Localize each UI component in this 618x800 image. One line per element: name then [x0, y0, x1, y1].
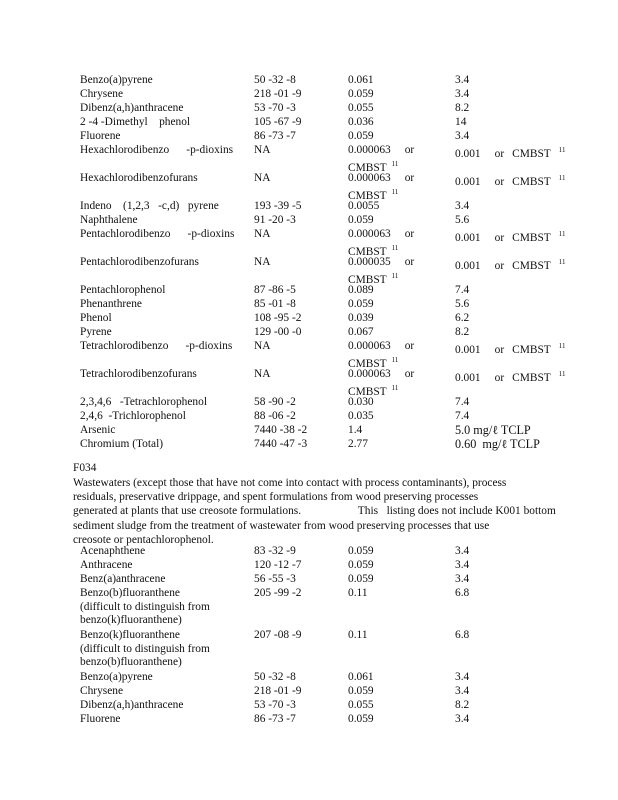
nonwastewater-standard [455, 713, 469, 727]
nonwastewater-value: 3.4 [455, 74, 470, 86]
cas-number: NA [254, 144, 271, 156]
nonwastewater-standard [455, 88, 469, 102]
wastewater-value: 0.035 [348, 410, 374, 422]
nonwastewater-value: 8.2 [455, 102, 470, 114]
cas-number: 193 -39 -5 [254, 200, 302, 212]
footnote-ref: 11 [558, 174, 566, 182]
description-line: creosote or pentachlorophenol. [73, 533, 214, 546]
wastewater-value: 2.77 [348, 438, 368, 450]
cas-number: 50 -32 -8 [254, 671, 296, 683]
value: 0.001 [455, 372, 481, 384]
wastewater-standard [348, 587, 368, 601]
constituent-name: Fluorene [80, 713, 121, 725]
nonwastewater-standard [455, 284, 469, 298]
constituent-name: Benz(a)anthracene [80, 573, 166, 585]
cas-number: 86 -73 -7 [254, 130, 296, 142]
footnote-ref: 11 [558, 230, 566, 238]
wastewater-standard [348, 256, 414, 287]
nonwastewater-value: 3.4 [455, 545, 470, 557]
footnote-ref: 11 [558, 146, 566, 154]
nonwastewater-value: 5.0 mg/ℓ TCLP [455, 423, 531, 437]
or-label: or [494, 232, 505, 244]
nonwastewater-standard [455, 312, 469, 326]
cmbst-text: CMBST [512, 176, 551, 188]
constituent-name: Indeno (1,2,3 -c,d) pyrene [80, 200, 219, 212]
nonwastewater-value: 5.6 [455, 298, 470, 310]
wastewater-standard [348, 629, 368, 643]
wastewater-standard [348, 88, 374, 102]
nonwastewater-value: 6.8 [455, 587, 470, 599]
nonwastewater-value: 6.8 [455, 629, 470, 641]
nonwastewater-standard [455, 144, 566, 162]
footnote-ref: 11 [391, 159, 399, 168]
wastewater-value: 0.030 [348, 396, 374, 408]
wastewater-standard [348, 74, 374, 88]
constituent-name: Dibenz(a,h)anthracene [80, 102, 184, 114]
constituent-name: Hexachlorodibenzo -p-dioxins [80, 144, 234, 156]
nonwastewater-standard [455, 545, 469, 559]
waste-description [73, 476, 556, 547]
cmbst-text: CMBST [348, 385, 387, 398]
constituent-name: Phenanthrene [80, 298, 142, 310]
or-label: or [404, 172, 415, 184]
constituent-name: Benzo(b)fluoranthene (difficult to distinguish from benzo(k)fluoranthene) [80, 587, 210, 627]
nonwastewater-value: 8.2 [455, 326, 470, 338]
nonwastewater-standard [455, 326, 469, 340]
wastewater-standard [348, 559, 374, 573]
nonwastewater-value: 6.2 [455, 312, 470, 324]
cas-number: 85 -01 -8 [254, 298, 296, 310]
wastewater-value [348, 144, 414, 158]
wastewater-standard [348, 685, 374, 699]
cas-number: 129 -00 -0 [254, 326, 302, 338]
nonwastewater-standard [455, 438, 540, 453]
wastewater-value: 0.039 [348, 312, 374, 324]
or-label: or [404, 340, 415, 352]
value: 0.000063 [348, 228, 391, 240]
constituent-name: Pentachlorodibenzo -p-dioxins [80, 228, 235, 240]
wastewater-standard [348, 214, 374, 228]
constituent-name: Phenol [80, 312, 112, 324]
wastewater-standard [348, 410, 374, 424]
cas-number: 53 -70 -3 [254, 102, 296, 114]
value: 0.001 [455, 176, 481, 188]
wastewater-value: 0.11 [348, 629, 368, 641]
description-line: sediment sludge from the treatment of wastewater from wood preserving processes that use [73, 519, 490, 532]
cas-number: 218 -01 -9 [254, 88, 302, 100]
cmbst-text: CMBST [348, 161, 387, 174]
wastewater-value: 0.067 [348, 326, 374, 338]
wastewater-value: 0.059 [348, 88, 374, 100]
wastewater-standard [348, 368, 414, 399]
value: 0.001 [455, 148, 481, 160]
wastewater-standard [348, 438, 368, 452]
nonwastewater-standard [455, 256, 566, 274]
wastewater-value: 0.059 [348, 685, 374, 697]
cas-number: 7440 -38 -2 [254, 424, 308, 436]
constituent-name: Pentachlorophenol [80, 284, 166, 296]
or-label: or [494, 148, 505, 160]
wastewater-value: 0.059 [348, 559, 374, 571]
value: 0.000035 [348, 256, 391, 268]
constituent-name: Pentachlorodibenzofurans [80, 256, 199, 268]
nonwastewater-standard [455, 228, 566, 246]
wastewater-value [348, 368, 414, 382]
nonwastewater-value: 3.4 [455, 573, 470, 585]
footnote-ref: 11 [558, 370, 566, 378]
constituent-name: Acenaphthene [80, 545, 146, 557]
cas-number: 105 -67 -9 [254, 116, 302, 128]
description-line: residuals, preservative drippage, and spent formulations from wood preserving processes [73, 491, 479, 504]
nonwastewater-value: 14 [455, 116, 467, 128]
constituent-name: Fluorene [80, 130, 121, 142]
constituent-name: Chromium (Total) [80, 438, 164, 450]
or-label: or [494, 344, 505, 356]
wastewater-value: 0.059 [348, 713, 374, 725]
nonwastewater-standard [455, 685, 469, 699]
nonwastewater-value: 3.4 [455, 559, 470, 571]
nonwastewater-standard [455, 74, 469, 88]
footnote-ref: 11 [391, 187, 399, 196]
cas-number: 58 -90 -2 [254, 396, 296, 408]
or-label: or [404, 368, 415, 380]
cas-number: NA [254, 256, 271, 268]
nonwastewater-value: 3.4 [455, 130, 470, 142]
wastewater-standard [348, 424, 362, 438]
or-label: or [494, 176, 505, 188]
wastewater-standard [348, 396, 374, 410]
wastewater-standard [348, 116, 374, 130]
nonwastewater-standard [455, 116, 466, 130]
cmbst-text: CMBST [348, 273, 387, 286]
nonwastewater-standard [455, 368, 566, 386]
wastewater-value: 0.059 [348, 573, 374, 585]
nonwastewater-standard [455, 102, 469, 116]
wastewater-value [348, 256, 414, 270]
cas-number: 88 -06 -2 [254, 410, 296, 422]
wastewater-standard [348, 312, 374, 326]
wastewater-value: 0.061 [348, 74, 374, 86]
footnote-ref: 11 [558, 258, 566, 266]
wastewater-standard [348, 102, 374, 116]
cas-number: 120 -12 -7 [254, 559, 302, 571]
wastewater-value: 0.059 [348, 298, 374, 310]
wastewater-value [348, 340, 414, 354]
nonwastewater-value: 7.4 [455, 284, 470, 296]
cmbst-text: CMBST [348, 357, 387, 370]
nonwastewater-value: 5.6 [455, 214, 470, 226]
description-line: generated at plants that use creosote formulations. This listing does not include K001 bottom [73, 505, 556, 518]
nonwastewater-standard [455, 573, 469, 587]
cas-number: 50 -32 -8 [254, 74, 296, 86]
constituent-name: Benzo(a)pyrene [80, 74, 153, 86]
value: 0.000063 [348, 340, 391, 352]
nonwastewater-value: 7.4 [455, 410, 470, 422]
constituent-name: 2,3,4,6 -Tetrachlorophenol [80, 396, 207, 408]
constituent-name: Chrysene [80, 685, 124, 697]
nonwastewater-standard [455, 559, 469, 573]
cmbst-text: CMBST [512, 148, 551, 160]
wastewater-standard [348, 545, 374, 559]
nonwastewater-value: 3.4 [455, 671, 470, 683]
footnote-ref: 11 [391, 243, 399, 252]
wastewater-standard [348, 144, 414, 175]
value: 0.000063 [348, 144, 391, 156]
cmbst-text: CMBST [512, 344, 551, 356]
or-label: or [404, 256, 415, 268]
nonwastewater-standard [455, 396, 469, 410]
cas-number: NA [254, 340, 271, 352]
nonwastewater-value: 3.4 [455, 713, 470, 725]
constituent-name: Anthracene [80, 559, 133, 571]
cas-number: 56 -55 -3 [254, 573, 296, 585]
wastewater-standard [348, 340, 414, 371]
nonwastewater-value: 8.2 [455, 699, 470, 711]
cmbst-text: CMBST [512, 232, 551, 244]
constituent-name: Benzo(k)fluoranthene (difficult to distinguish from benzo(b)fluoranthene) [80, 629, 210, 669]
wastewater-standard [348, 573, 374, 587]
cas-number: NA [254, 368, 271, 380]
wastewater-standard [348, 326, 374, 340]
nonwastewater-value: 3.4 [455, 88, 470, 100]
wastewater-value: 0.059 [348, 545, 374, 557]
constituent-name: Pyrene [80, 326, 112, 338]
wastewater-value: 0.055 [348, 102, 374, 114]
value: 0.001 [455, 344, 481, 356]
nonwastewater-standard [455, 671, 469, 685]
nonwastewater-standard [455, 214, 469, 228]
wastewater-standard [348, 298, 374, 312]
cas-number: 207 -08 -9 [254, 629, 302, 641]
wastewater-standard [348, 671, 374, 685]
value: 0.000063 [348, 368, 391, 380]
constituent-name: Chrysene [80, 88, 124, 100]
cmbst-text: CMBST [348, 189, 387, 202]
value: 0.001 [455, 232, 481, 244]
wastewater-value: 0.036 [348, 116, 374, 128]
value: 0.001 [455, 260, 481, 272]
cas-number: 218 -01 -9 [254, 685, 302, 697]
wastewater-standard [348, 172, 414, 203]
wastewater-value: 0.089 [348, 284, 374, 296]
constituent-name: 2,4,6 -Trichlorophenol [80, 410, 186, 422]
constituent-name: Naphthalene [80, 214, 138, 226]
nonwastewater-standard [455, 200, 469, 214]
waste-code: F034 [73, 462, 97, 474]
wastewater-standard [348, 228, 414, 259]
nonwastewater-standard [455, 172, 566, 190]
or-label: or [404, 144, 415, 156]
nonwastewater-standard [455, 340, 566, 358]
nonwastewater-standard [455, 699, 469, 713]
cas-number: NA [254, 228, 271, 240]
wastewater-value: 0.0055 [348, 200, 380, 212]
cas-number: 83 -32 -9 [254, 545, 296, 557]
value: 0.000063 [348, 172, 391, 184]
nonwastewater-standard [455, 298, 469, 312]
footnote-ref: 11 [558, 342, 566, 350]
constituent-name: Benzo(a)pyrene [80, 671, 153, 683]
wastewater-value: 0.11 [348, 587, 368, 599]
nonwastewater-value: 3.4 [455, 200, 470, 212]
footnote-ref: 11 [391, 383, 399, 392]
wastewater-value: 0.059 [348, 130, 374, 142]
cas-number: 87 -86 -5 [254, 284, 296, 296]
wastewater-standard [348, 284, 374, 298]
wastewater-standard [348, 713, 374, 727]
cas-number: 53 -70 -3 [254, 699, 296, 711]
or-label: or [404, 228, 415, 240]
wastewater-standard [348, 699, 374, 713]
cas-number: 108 -95 -2 [254, 312, 302, 324]
wastewater-value [348, 228, 414, 242]
constituent-name: Tetrachlorodibenzo -p-dioxins [80, 340, 233, 352]
cas-number: 91 -20 -3 [254, 214, 296, 226]
wastewater-value [348, 172, 414, 186]
nonwastewater-value: 0.60 mg/ℓ TCLP [455, 437, 540, 451]
constituent-name: 2 -4 -Dimethyl phenol [80, 116, 191, 128]
footnote-ref: 11 [391, 355, 399, 364]
constituent-name: Dibenz(a,h)anthracene [80, 699, 184, 711]
cas-number: 86 -73 -7 [254, 713, 296, 725]
nonwastewater-standard [455, 410, 469, 424]
constituent-name: Tetrachlorodibenzofurans [80, 368, 197, 380]
constituent-name: Arsenic [80, 424, 116, 436]
cmbst-text: CMBST [512, 260, 551, 272]
nonwastewater-value: 3.4 [455, 685, 470, 697]
nonwastewater-standard [455, 629, 469, 643]
footnote-ref: 11 [391, 271, 399, 280]
cmbst-text: CMBST [512, 372, 551, 384]
cas-number: 7440 -47 -3 [254, 438, 308, 450]
or-label: or [494, 372, 505, 384]
cas-number: NA [254, 172, 271, 184]
wastewater-standard [348, 130, 374, 144]
cmbst-text: CMBST [348, 245, 387, 258]
wastewater-value: 0.055 [348, 699, 374, 711]
nonwastewater-standard [455, 587, 469, 601]
cas-number: 205 -99 -2 [254, 587, 302, 599]
nonwastewater-value: 7.4 [455, 396, 470, 408]
wastewater-value: 0.061 [348, 671, 374, 683]
or-label: or [494, 260, 505, 272]
wastewater-value: 1.4 [348, 424, 363, 436]
nonwastewater-standard [455, 130, 469, 144]
constituent-name: Hexachlorodibenzofurans [80, 172, 198, 184]
wastewater-value: 0.059 [348, 214, 374, 226]
wastewater-standard [348, 200, 379, 214]
description-line: Wastewaters (except those that have not come into contact with process contaminants), process [73, 477, 507, 489]
